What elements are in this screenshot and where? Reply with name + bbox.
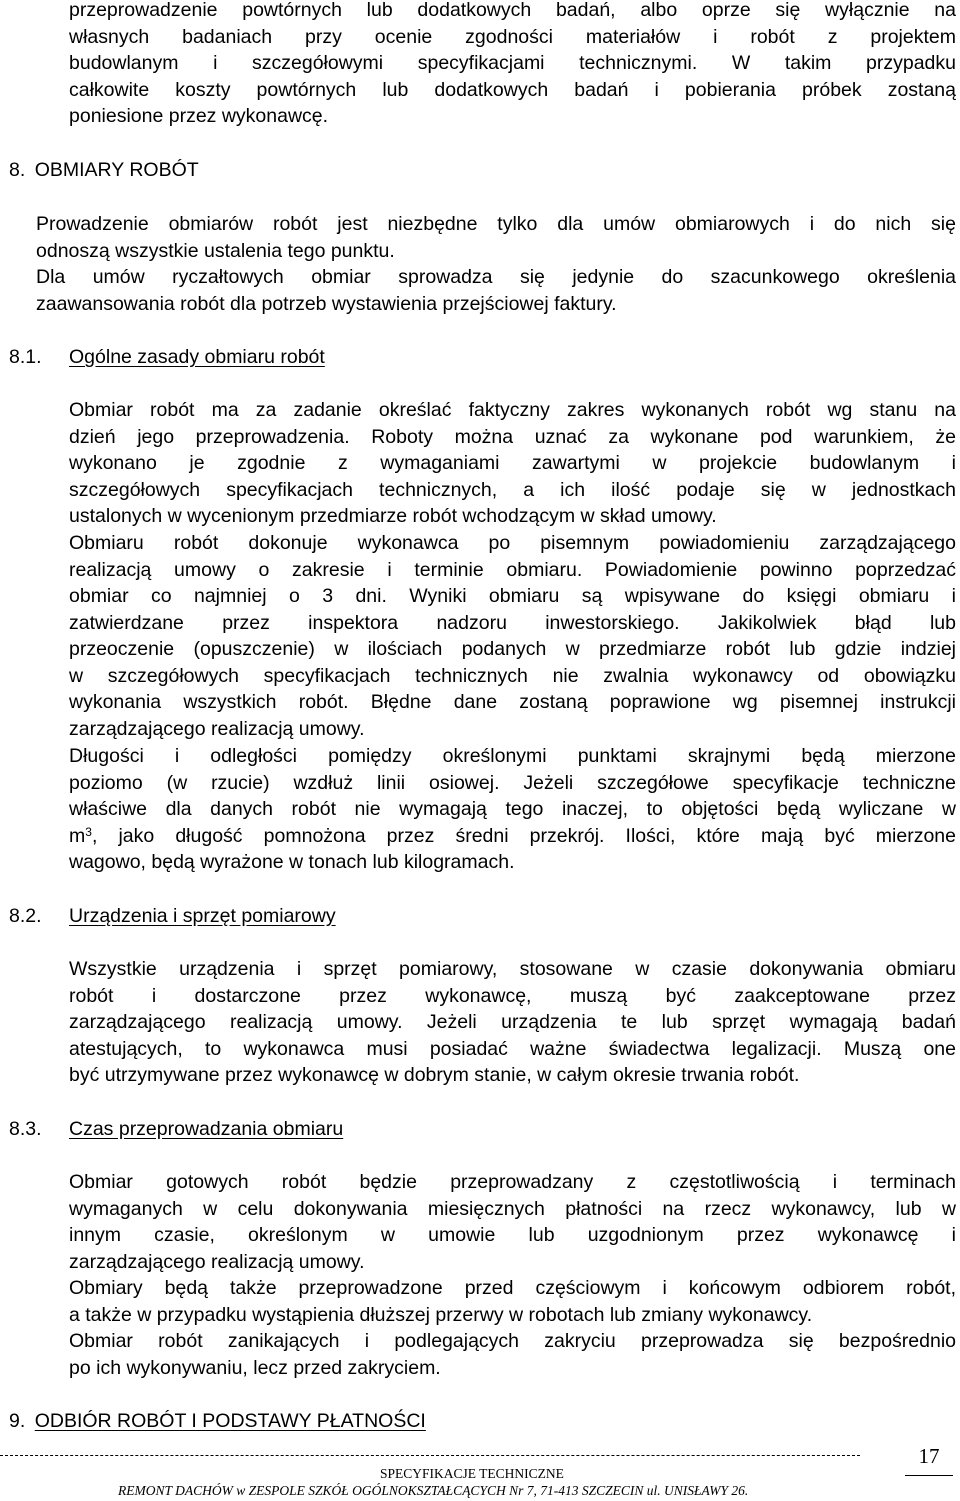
text-line: Prowadzenie obmiarów robót jest niezbędne tylko dla umów obmiarowych i do nich się [36, 213, 956, 235]
text-line: szczegółowych specyfikacjach technicznych, a ich ilość podaje się w jednostkach [69, 478, 956, 501]
text-line: przeoczenie (opuszczenie) w ilościach podanych w przedmiarze robót lub gdzie indziej [69, 638, 956, 660]
text-line: innym czasie, określonym w umowie lub uzgodnionym przez wykonawcę i [69, 1224, 956, 1246]
text-line: być utrzymywane przez wykonawcę w dobrym stanie, w całym okresie trwania robót. [69, 1064, 800, 1086]
text-line: własnych badaniach przy ocenie zgodności materiałów i robót z projektem [69, 25, 956, 48]
section-number: 8. [9, 159, 26, 181]
section-8-paragraph-2 [36, 264, 956, 317]
text-line: zarządzającego realizacją umowy. [69, 1250, 365, 1273]
section-8-3-paragraph-1 [69, 1169, 956, 1275]
section-title: Czas przeprowadzania obmiaru [69, 1118, 344, 1140]
text-line: całkowite koszty powtórnych lub dodatkowych badań i pobierania próbek zostaną [69, 78, 956, 101]
page-number: 17 [905, 1444, 953, 1476]
unit-superscript: 3 [85, 824, 92, 839]
unit-m: m [69, 824, 86, 847]
text-line: poniesione przez wykonawcę. [69, 105, 329, 127]
text-line: Dla umów ryczałtowych obmiar sprowadza się jedynie do szacunkowego określenia [36, 266, 956, 288]
text-line: a także w przypadku wystąpienia dłuższej przerwy w robotach lub zmiany wykonawcy. [69, 1303, 813, 1326]
section-8-2-heading [9, 903, 336, 930]
text-line: Obmiar robót ma za zadanie określać faktyczny zakres wykonanych robót wg stanu na [69, 399, 956, 421]
text-line: ustalonych w wycenionym przedmiarze robót wchodzącym w skład umowy. [69, 505, 717, 527]
section-8-heading [9, 157, 199, 184]
text-line: w szczegółowych specyfikacjach technicznych nie zwalnia wykonawcy od obowiązku [69, 664, 956, 687]
section-number: 9. [9, 1410, 26, 1432]
intro-paragraph [69, 0, 956, 130]
text-line: Obmiary będą także przeprowadzone przed częściowym i końcowym odbiorem robót, [69, 1277, 956, 1299]
text-line: budowlanym i szczegółowymi specyfikacjami technicznymi. W takim przypadku [69, 52, 956, 74]
section-8-1-paragraph-2 [69, 530, 956, 742]
section-8-1-paragraph-1 [69, 397, 956, 530]
text-line: wykonania wszystkich robót. Błędne dane zostaną poprawione wg pisemnej instrukcji [69, 691, 956, 713]
footer-subtitle: REMONT DACHÓW w ZESPOLE SZKÓŁ OGÓLNOKSZTAŁCĄCYCH Nr 7, 71-413 SZCZECIN ul. UNISŁAWY 26. [118, 1483, 749, 1498]
footer-title: SPECYFIKACJE TECHNICZNE [380, 1466, 564, 1481]
text-line: po ich wykonywaniu, lecz przed zakryciem. [69, 1356, 441, 1379]
text-line: wymaganych w celu dokonywania miesięcznych płatności na rzecz wykonawcy, lub w [69, 1197, 956, 1220]
text-line: wykonano je zgodnie z wymaganiami zawartymi w projekcie budowlanym i [69, 452, 956, 474]
text-line: zaawansowania robót dla potrzeb wystawienia przejściowej faktury. [36, 292, 617, 315]
section-8-paragraph-1 [36, 211, 956, 264]
section-8-1-heading [9, 344, 325, 371]
text-line: właściwe dla danych robót nie wymagają tego inaczej, to objętości będą wyliczane w [69, 798, 956, 820]
footer-divider [0, 1455, 860, 1456]
text-line: Długości i odległości pomiędzy określonymi punktami skrajnymi będą mierzone [69, 745, 956, 767]
section-8-3-paragraph-3 [69, 1328, 956, 1381]
text-line: Obmiar robót zanikających i podlegających zakryciu przeprowadza się bezpośrednio [69, 1330, 956, 1352]
text-line: Obmiar gotowych robót będzie przeprowadzany z częstotliwością i terminach [69, 1171, 956, 1193]
section-title: Ogólne zasady obmiaru robót [69, 346, 325, 368]
section-8-2-paragraph-1 [69, 956, 956, 1089]
text-line: zatwierdzane przez inspektora nadzoru inwestorskiego. Jakikolwiek błąd lub [69, 611, 956, 634]
text-line: Obmiaru robót dokonuje wykonawca po pisemnym powiadomieniu zarządzającego [69, 532, 956, 554]
text-line: realizacją umowy o zakresie i terminie obmiaru. Powiadomienie powinno poprzedzać [69, 558, 956, 581]
text-line: zarządzającego realizacją umowy. [69, 717, 365, 740]
section-8-3-paragraph-2 [69, 1275, 956, 1328]
text-line: atestujących, to wykonawca musi posiadać ważne świadectwa legalizacji. Muszą one [69, 1037, 956, 1060]
text-line [69, 823, 956, 850]
section-title: ODBIÓR ROBÓT I PODSTAWY PŁATNOŚCI [34, 1410, 426, 1432]
section-9-heading [9, 1408, 426, 1435]
text-line: odnoszą wszystkie ustalenia tego punktu. [36, 239, 395, 262]
section-number: 8.2. [9, 905, 42, 927]
section-8-3-heading [9, 1116, 344, 1143]
text-line: dzień jego przeprowadzenia. Roboty można uznać za wykonane pod warunkiem, że [69, 425, 956, 448]
text-line: Wszystkie urządzenia i sprzęt pomiarowy, stosowane w czasie dokonywania obmiaru [69, 958, 956, 980]
text-line: poziomo (w rzucie) wzdłuż linii osiowej. Jeżeli szczegółowe specyfikacje techniczne [69, 771, 956, 794]
text-line: przeprowadzenie powtórnych lub dodatkowych badań, albo oprze się wyłącznie na [69, 0, 956, 21]
section-8-1-paragraph-3 [69, 743, 956, 876]
text-line: zarządzającego realizacją umowy. Jeżeli urządzenia te lub sprzęt wymagają badań [69, 1011, 956, 1033]
text-line: obmiar co najmniej o 3 dni. Wyniki obmiaru są wpisywane do księgi obmiaru i [69, 585, 956, 607]
section-number: 8.1. [9, 346, 42, 368]
section-title: OBMIARY ROBÓT [34, 159, 199, 181]
text-fragment: , jako długość pomnożona przez średni przekrój. Ilości, które mają być mierzone [91, 824, 956, 847]
section-number: 8.3. [9, 1118, 42, 1140]
text-line: wagowo, będą wyrażone w tonach lub kilogramach. [69, 851, 515, 873]
text-line: robót i dostarczone przez wykonawcę, muszą być zaakceptowane przez [69, 984, 956, 1007]
section-title: Urządzenia i sprzęt pomiarowy [69, 905, 336, 927]
